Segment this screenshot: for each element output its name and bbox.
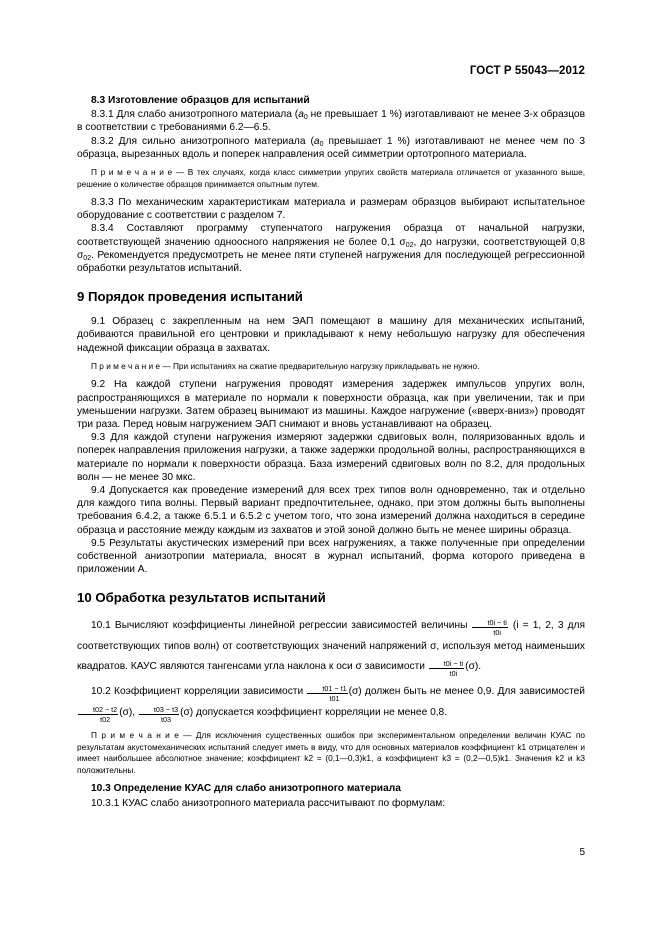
section-10-heading: 10 Обработка результатов испытаний <box>77 590 326 606</box>
section-9-heading: 9 Порядок проведения испытаний <box>77 289 303 305</box>
note-8-3: П р и м е ч а н и е — В тех случаях, когда класс симметрии упругих свойств материала отличается от указанного выше, решение о количестве образцов принимается опытным путем. <box>77 167 585 189</box>
paragraph-9-5: 9.5 Результаты акустических измерений при всех нагружениях, а также полученные при определении собственной анизотропии материала, вносят в журнал испытаний, форма которого приведена в приложении А. <box>77 537 585 576</box>
page-number: 5 <box>579 847 585 858</box>
fraction-delay-ratio: $\frac{t0i - ti}{t0i}$ <box>472 618 507 637</box>
section-10-3-heading: 10.3 Определение КУАС для слабо анизотропного материала <box>91 783 401 795</box>
fraction-delay-ratio-2: $\frac{t0i - ti}{t0i}$ <box>429 659 464 678</box>
paragraph-9-3: 9.3 Для каждой ступени нагружения измеряют задержки сдвиговых волн, поляризованных вдоль и поперек направления приложения нагрузки, а также задержки продольной волны, распространяющихся в материале по нормали к поверхности образца. База измерений сдвиговых волн по 8.2, для продольных волн — не менее 30 мкс. <box>77 432 585 483</box>
fraction-t01: $\frac{t01 - t1}{t01}$ <box>307 684 347 703</box>
paragraph-8-3-4: 8.3.4 Составляют программу ступенчатого нагружения образца от начальной нагрузки, соответствующей значению одноосного напряжения не более 0,1 $\sigma_{02}$, до нагрузки, соответствующей 0,8 $\sigma_{02}$. Рекомендуется предусмотреть не менее пяти ступеней нагружения для последующей регрессионной обработки результатов испытаний. <box>77 223 585 275</box>
note-9-1: П р и м е ч а н и е — При испытаниях на сжатие предварительную нагрузку прикладывать не нужно. <box>91 360 480 371</box>
fraction-t03: $\frac{t03 - t3}{t03}$ <box>139 705 179 724</box>
paragraph-10-3-1: 10.3.1 КУАС слабо анизотропного материала рассчитывают по формулам: <box>91 797 446 809</box>
paragraph-8-3-3: 8.3.3 По механическим характеристикам материала и размерам образцов выбирают испытательное оборудование с соответствии с разделом 7. <box>77 197 585 222</box>
document-header: ГОСТ Р 55043—2012 <box>469 65 585 77</box>
document-body <box>77 94 585 810</box>
paragraph-9-1: 9.1 Образец с закрепленным на нем ЭАП помещают в машину для механических испытаний, добиваются правильной его центровки и прикладывают к нему небольшую нагрузку для обеспечения надежной фиксации образца в захватах. <box>77 316 585 354</box>
paragraph-8-3-2: 8.3.2 Для сильно анизотропного материала ($a_0$ превышает 1 %) изготавливают не менее чем по 3 образца, вырезанных вдоль и поперек направления осей симметрии ортотропного материала. <box>77 135 585 160</box>
section-8-3-heading: 8.3 Изготовление образцов для испытаний <box>91 95 310 106</box>
paragraph-8-3-1: 8.3.1 Для слабо анизотропного материала ($a_0$ не превышает 1 %) изготавливают не менее 3-х образцов в соответствии с требованиями 6.2—6.5. <box>77 109 585 134</box>
paragraph-10-2: 10.2 Коэффициент корреляции зависимости $\frac{t01 - t1}{t01}$ (σ) должен быть не менее 0,9. Для зависимостей $\frac{t02 - t2}{t02}$ (σ), $\frac{t03 - t3}{t03}$ (σ) допускается коэффициент корреляции не менее 0,8. <box>77 682 585 724</box>
note-10-2: П р и м е ч а н и е — Для исключения существенных ошибок при экспериментальном определении величин КУАС по результатам акустомеханических испытаний следует иметь в виду, что для основных материалов коэффициент k1 отрицателен и имеет наибольшее абсолютное значение; коэффициент k2 = (0,1—0,3)k1, а коэффициент k3 = (0,2—0,5)k1. Значения k2 и k3 положительны. <box>77 730 586 775</box>
paragraph-9-4: 9.4 Допускается как проведение измерений для всех трех типов волн одновременно, так и отдельно для каждого типа волны. Первый вариант предпочтительнее, однако, при этом должны быть выполнены требования 6.4.2, а также 6.5.1 и 6.5.2 с учетом того, что зона измерений должна находиться в середине образца и расстояние между каждым из захватов и этой зоной должно быть не менее ширины образца. <box>77 484 585 536</box>
paragraph-10-1: 10.1 Вычисляют коэффициенты линейной регрессии зависимостей величины $\frac{t0i - ti}{t0i}$ (i = 1, 2, 3 для соответствующих типов волн) от соответствующих значений напряжений σ, используя метод наименьших квадратов. КАУС являются тангенсами угла наклона к оси σ зависимости $\frac{t0i - ti}{t0i}$ (σ). <box>77 618 585 679</box>
fraction-t02: $\frac{t02 - t2}{t02}$ <box>78 705 118 724</box>
paragraph-9-2: 9.2 На каждой ступени нагружения проводят измерения задержек импульсов упругих волн, распространяющихся в материале по нормали к поверхности образца, как при увеличении, так и при уменьшении нагрузки. Затем образец вынимают из машины. Каждое нагружение («вверх-вниз») проводят три раза. Перед новым нагружением ЭАП снимают и вновь устанавливают на образец. <box>77 379 585 430</box>
